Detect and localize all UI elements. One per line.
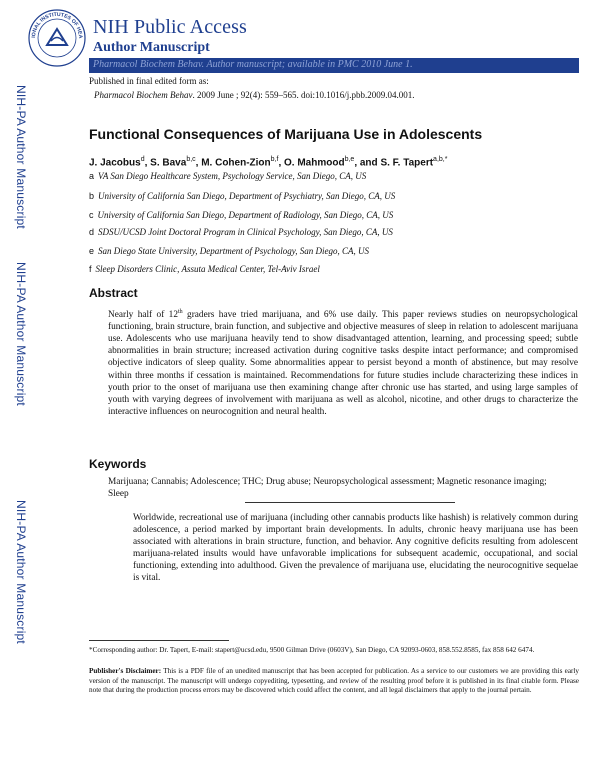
corresponding-author-footnote: *Corresponding author: Dr. Tapert, E-mail: stapert@ucsd.edu, 9500 Gilman Drive (0603V), San Diego, CA 92093-0603, 858.552.8585, fax 858 642 6474. <box>89 646 535 654</box>
header-band-text: Pharmacol Biochem Behav. Author manuscript; available in PMC 2010 June 1. <box>93 59 413 70</box>
author-affiliation-sup: b,f <box>270 156 279 163</box>
publisher-disclaimer <box>89 667 579 696</box>
side-banner-2: NIH-PA Author Manuscript <box>14 262 28 406</box>
affiliation-text: SDSU/UCSD Joint Doctoral Program in Clinical Psychology, San Diego, CA, US <box>98 227 393 237</box>
affiliation-letter: a <box>89 171 95 181</box>
affiliation-text: Sleep Disorders Clinic, Assuta Medical Center, Tel-Aviv Israel <box>95 264 320 274</box>
author-name: O. Mahmood <box>284 157 345 169</box>
citation-journal: Pharmacol Biochem Behav <box>94 90 193 100</box>
disclaimer-text: This is a PDF file of an unedited manuscript that has been accepted for publication. As a service to our customers we are providing this early version of the manuscript. The manuscript will undergo copyediting, typesetting, and review of the resulting proof before it is published in its final citable form. Please note that during the production process errors may be discovered which could affect the content, and all legal disclaimers that apply to the journal pertain. <box>89 667 579 695</box>
affiliation-item <box>89 210 393 220</box>
disclaimer-label: Publisher's Disclaimer: <box>89 667 162 675</box>
abstract-text: graders have tried marijuana, and 6% use daily. This paper reviews studies on neuropsychological functioning, brain structure, brain function, and subjective and objective measures of sleep in relation to adolescent marijuana use. Adolescents who use marijuana heavily tend to show disadvantaged attention, learning, and processing speed; subtle abnormalities in brain structure; increased activation during cognitive tasks despite intact performance; and compromised objective indicators of sleep quality. Some abnormalities appear to persist beyond a month of abstinence, but may resolve within three months if cessation is maintained. Recommendations for future studies include characterizing these indices in youth prior to the onset of marijuana use then examining change after chronic use has started, and using large samples of youth with varying degrees of involvement with marijuana as well as alcohol, nicotine, and other drugs to characterize the interactive influences on neurocognition and neural health. <box>108 310 579 417</box>
author-name: J. Jacobus <box>89 157 141 169</box>
affiliation-letter: e <box>89 246 95 256</box>
author-manuscript-label: Author Manuscript <box>93 40 210 55</box>
author-separator: , <box>144 157 151 169</box>
author-separator: , and <box>354 157 381 169</box>
nih-public-access-title: NIH Public Access <box>93 16 247 38</box>
affiliation-letter: b <box>89 191 95 201</box>
abstract-heading: Abstract <box>89 286 138 300</box>
side-banner-1: NIH-PA Author Manuscript <box>14 85 28 229</box>
affiliation-letter: c <box>89 210 94 220</box>
affiliation-letter: f <box>89 264 92 274</box>
publication-citation <box>94 90 414 100</box>
affiliation-item <box>89 171 366 181</box>
affiliation-letter: d <box>89 227 95 237</box>
affiliation-item <box>89 227 393 237</box>
intro-paragraph: Worldwide, recreational use of marijuana (including other cannabis products like hashish) is relatively common during adolescence, a period marked by important brain developments. In adults, chronic heavy marijuana use has been associated with alterations in brain structure, function, and behavior. Any cognitive deficits resulting from adolescent marijuana-related insults would have unfavorable implications for subsequent academic, occupational, and social functioning, extending into adulthood. Given the prevalence of marijuana use, elucidating the neurocognitive sequelae is vital. <box>133 513 578 584</box>
author-name: M. Cohen-Zion <box>201 157 271 169</box>
affiliation-text: San Diego State University, Department of Psychology, San Diego, CA, US <box>98 246 369 256</box>
article-title: Functional Consequences of Marijuana Use in Adolescents <box>89 126 483 142</box>
footnote-divider <box>89 640 229 641</box>
abstract-body <box>108 306 578 418</box>
affiliation-text: VA San Diego Healthcare System, Psychology Service, San Diego, CA, US <box>98 171 367 181</box>
author-affiliation-sup: b,e <box>344 156 355 163</box>
author-name: S. F. Tapert <box>380 157 434 169</box>
author-list <box>89 156 447 168</box>
affiliation-item <box>89 264 320 274</box>
nih-seal-logo <box>27 8 87 68</box>
keywords-list: Marijuana; Cannabis; Adolescence; THC; Drug abuse; Neuropsychological assessment; Magnetic resonance imaging; Sleep <box>108 477 547 499</box>
abstract-superscript: th <box>177 309 183 315</box>
abstract-text-start: Nearly half of 12 <box>108 310 178 321</box>
keywords-heading: Keywords <box>89 457 147 471</box>
author-name: S. Bava <box>150 157 187 169</box>
svg-text:NATIONAL INSTITUTES OF HEALTH: IONAL INSTITUTES OF HEA <box>30 11 84 39</box>
published-form-label: Published in final edited form as: <box>89 76 209 86</box>
affiliation-text: University of California San Diego, Department of Psychiatry, San Diego, CA, US <box>98 191 396 201</box>
affiliation-text: University of California San Diego, Department of Radiology, San Diego, CA, US <box>97 210 394 220</box>
section-divider <box>245 502 455 503</box>
author-separator: , <box>278 157 285 169</box>
affiliation-item <box>89 246 369 256</box>
author-affiliation-sup: b,c <box>186 156 196 163</box>
author-affiliation-sup: d <box>140 156 145 163</box>
author-affiliation-sup: a,b,* <box>433 156 448 163</box>
citation-details: . 2009 June ; 92(4): 559–565. doi:10.1016/j.pbb.2009.04.001. <box>192 90 415 100</box>
author-separator: , <box>195 157 202 169</box>
side-banner-3: NIH-PA Author Manuscript <box>14 500 28 644</box>
affiliation-item <box>89 191 395 201</box>
